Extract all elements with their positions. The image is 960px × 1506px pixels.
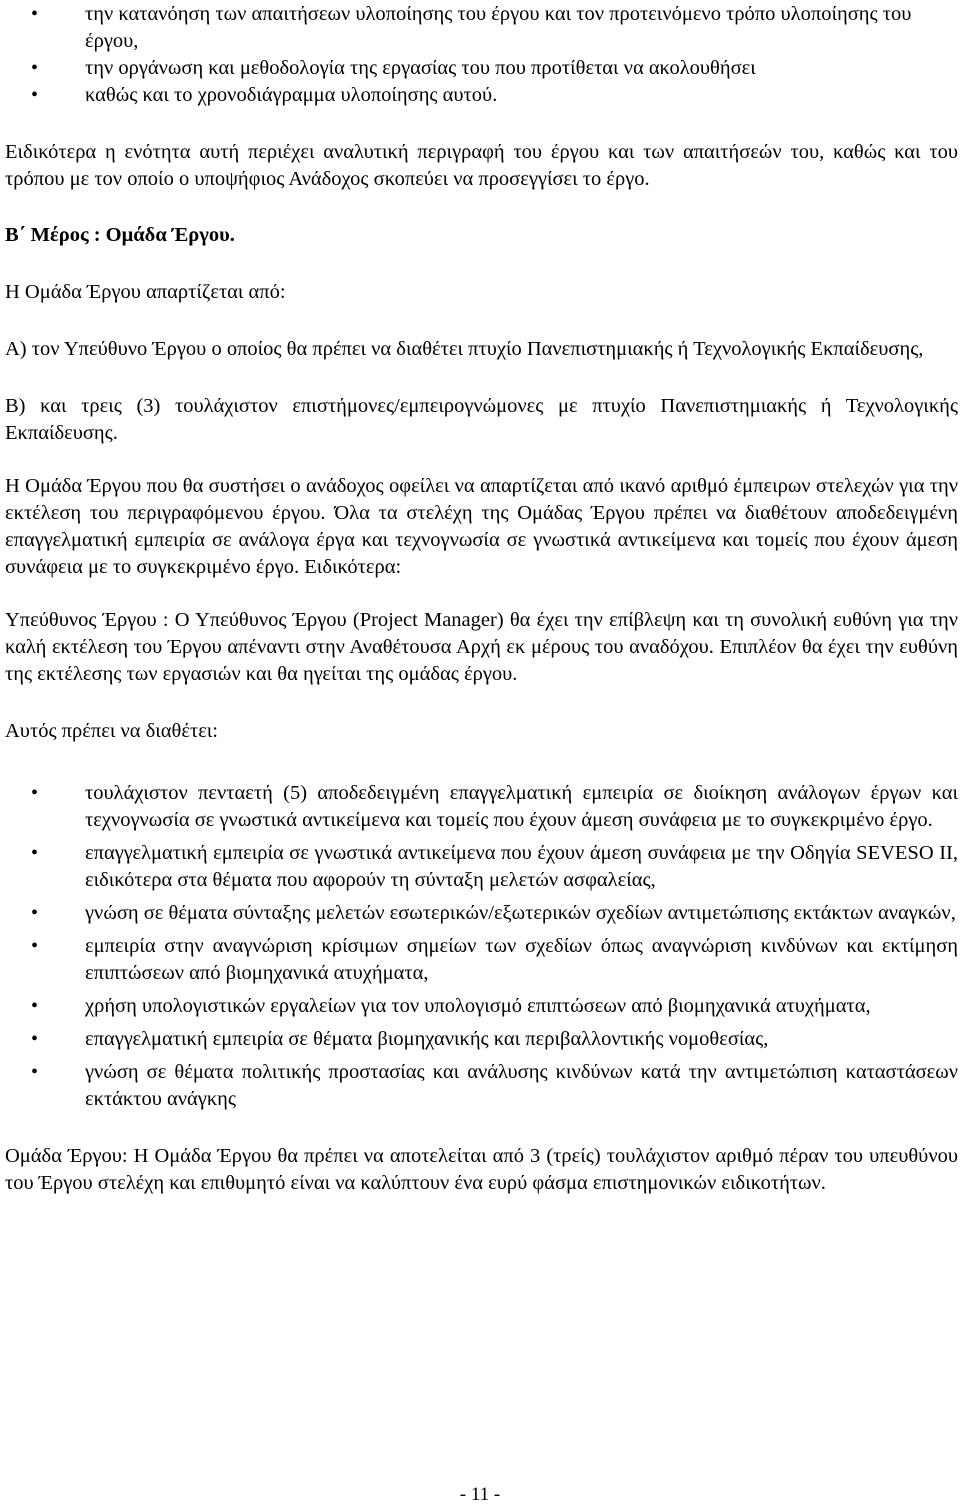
team-closing-paragraph: Ομάδα Έργου: Η Ομάδα Έργου θα πρέπει να αποτελείται από 3 (τρείς) τουλάχιστον αριθμό πέραν του υπευθύνου του Έργου στελέχη και επιθυμητό είναι να καλύπτουν ένα ευρύ φάσμα επιστημονικών ειδικοτήτων. [5, 1145, 958, 1194]
team-member-a: Α) τον Υπεύθυνο Έργου ο οποίος θα πρέπει να διαθέτει πτυχίο Πανεπιστημιακής ή Τεχνολογικής Εκπαίδευσης, [5, 338, 924, 360]
page-number: - 11 - [459, 1484, 501, 1505]
intro-bullet-list [5, 1, 958, 109]
list-item: • γνώση σε θέματα σύνταξης μελετών εσωτερικών/εξωτερικών σχεδίων αντιμετώπισης εκτάκτων αναγκών, [5, 900, 958, 927]
list-item: • την κατανόηση των απαιτήσεων υλοποίησης του έργου και τον προτεινόμενο τρόπο υλοποίησης του έργου, [5, 1, 958, 55]
list-item: • τουλάχιστον πενταετή (5) αποδεδειγμένη επαγγελματική εμπειρία σε διοίκηση ανάλογων έργων και τεχνογνωσία σε γνωστικά αντικείμενα και τομείς που έχουν άμεση συνάφεια με το συγκεκριμένο έργο. [5, 780, 958, 834]
list-item: • χρήση υπολογιστικών εργαλείων για τον υπολογισμό επιπτώσεων από βιομηχανικά ατυχήματα, [5, 993, 958, 1020]
list-item: • καθώς και το χρονοδιάγραμμα υλοποίησης αυτού. [5, 82, 958, 109]
list-item: • επαγγελματική εμπειρία σε θέματα βιομηχανικής και περιβαλλοντικής νομοθεσίας, [5, 1026, 958, 1053]
list-item: • την οργάνωση και μεθοδολογία της εργασίας του που προτίθεται να ακολουθήσει [5, 55, 958, 82]
team-requirements: Η Ομάδα Έργου που θα συστήσει ο ανάδοχος οφείλει να απαρτίζεται από ικανό αριθμό έμπειρων στελεχών για την εκτέλεση του περιγραφόμενου έργου. Όλα τα στελέχη της Ομάδας Έργου πρέπει να διαθέτουν αποδεδειγμένη επαγγελματική εμπειρία σε ανάλογα έργα και τεχνογνωσία σε γνωστικά αντικείμενα και τομείς που έχουν άμεση συνάφεια με το συγκεκριμένο έργο. Ειδικότερα: [5, 475, 958, 578]
list-item: • εμπειρία στην αναγνώριση κρίσιμων σημείων των σχεδίων όπως αναγνώριση κινδύνων και εκτίμηση επιπτώσεων από βιομηχανικά ατυχήματα, [5, 933, 958, 987]
section-heading: Β΄ Μέρος : Ομάδα Έργου. [5, 224, 235, 246]
list-item: • επαγγελματική εμπειρία σε γνωστικά αντικείμενα που έχουν άμεση συνάφεια με την Οδηγία SEVESO II, ειδικότερα στα θέματα που αφορούν τη σύνταξη μελετών ασφαλείας, [5, 840, 958, 894]
requirement-bullet-list [5, 780, 958, 1113]
document-page [5, 0, 958, 1197]
team-intro: Η Ομάδα Έργου απαρτίζεται από: [5, 281, 286, 303]
manager-paragraph: Υπεύθυνος Έργου : Ο Υπεύθυνος Έργου (Project Manager) θα έχει την επίβλεψη και τη συνολική ευθύνη για την καλή εκτέλεση του Έργου απέναντι στην Αναθέτουσα Αρχή εκ μέρους του αναδόχου. Επιπλέον θα έχει την ευθύνη της εκτέλεσης των εργασιών και θα ηγείται της ομάδας έργου. [5, 609, 958, 685]
team-member-b: Β) και τρεις (3) τουλάχιστον επιστήμονες/εμπειρογνώμονες με πτυχίο Πανεπιστημιακής ή Τεχνολογικής Εκπαίδευσης. [5, 395, 958, 444]
must-have-heading: Αυτός πρέπει να διαθέτει: [5, 720, 219, 742]
list-item: • γνώση σε θέματα πολιτικής προστασίας και ανάλυσης κινδύνων κατά την αντιμετώπιση καταστάσεων εκτάκτου ανάγκης [5, 1059, 958, 1113]
paragraph-specifically: Ειδικότερα η ενότητα αυτή περιέχει αναλυτική περιγραφή του έργου και των απαιτήσεών του, καθώς και του τρόπου με τον οποίο ο υποψήφιος Ανάδοχος σκοπεύει να προσεγγίσει το έργο. [5, 141, 958, 190]
